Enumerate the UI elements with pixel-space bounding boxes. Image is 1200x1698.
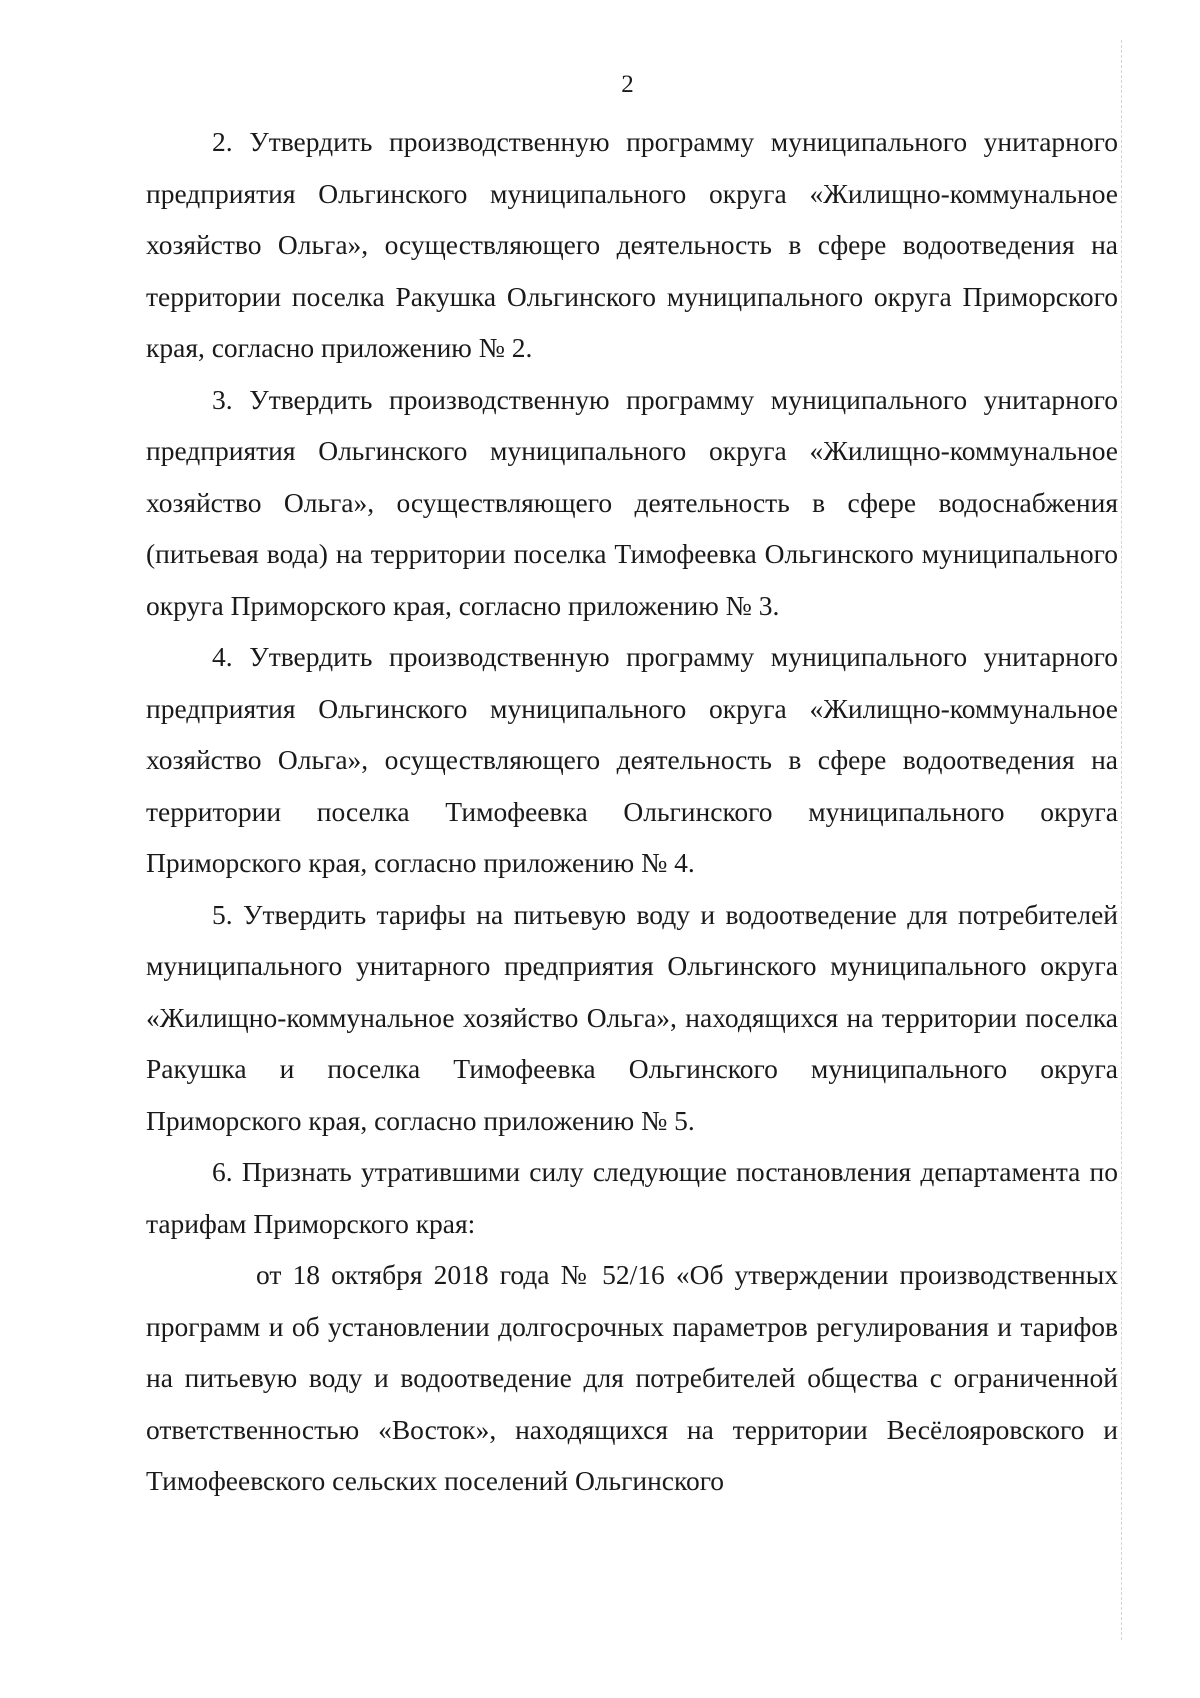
paragraph-repealed-resolution: от 18 октября 2018 года № 52/16 «Об утверждении производственных программ и об установлении долгосрочных параметров регулирования и тарифов на питьевую воду и водоотведение для потребителей общества с ограниченной ответственностью «Восток», находящихся на территории Весёлояровского и Тимофеевского сельских поселений Ольгинского — [146, 1259, 1118, 1496]
paragraph-item-4: 4. Утвердить производственную программу муниципального унитарного предприятия Ольгинского муниципального округа «Жилищно-коммунальное хозяйство Ольга», осуществляющего деятельность в сфере водоотведения на территории поселка Тимофеевка Ольгинского муниципального округа Приморского края, согласно приложению № 4. — [146, 641, 1118, 878]
scan-edge-line — [1121, 40, 1122, 1640]
page-number: 2 — [621, 71, 634, 98]
paragraph-item-5: 5. Утвердить тарифы на питьевую воду и водоотведение для потребителей муниципального унитарного предприятия Ольгинского муниципального округа «Жилищно-коммунальное хозяйство Ольга», находящихся на территории поселка Ракушка и поселка Тимофеевка Ольгинского муниципального округа Приморского края, согласно приложению № 5. — [146, 898, 1118, 1136]
paragraph-item-6: 6. Признать утратившими силу следующие постановления департамента по тарифам Приморского края: — [146, 1156, 1118, 1239]
document-body — [146, 116, 1118, 1507]
paragraph-item-2: 2. Утвердить производственную программу муниципального унитарного предприятия Ольгинского муниципального округа «Жилищно-коммунальное хозяйство Ольга», осуществляющего деятельность в сфере водоотведения на территории поселка Ракушка Ольгинского муниципального округа Приморского края, согласно приложению № 2. — [146, 126, 1118, 363]
paragraph-item-3: 3. Утвердить производственную программу муниципального унитарного предприятия Ольгинского муниципального округа «Жилищно-коммунальное хозяйство Ольга», осуществляющего деятельность в сфере водоснабжения (питьевая вода) на территории поселка Тимофеевка Ольгинского муниципального округа Приморского края, согласно приложению № 3. — [146, 383, 1118, 621]
